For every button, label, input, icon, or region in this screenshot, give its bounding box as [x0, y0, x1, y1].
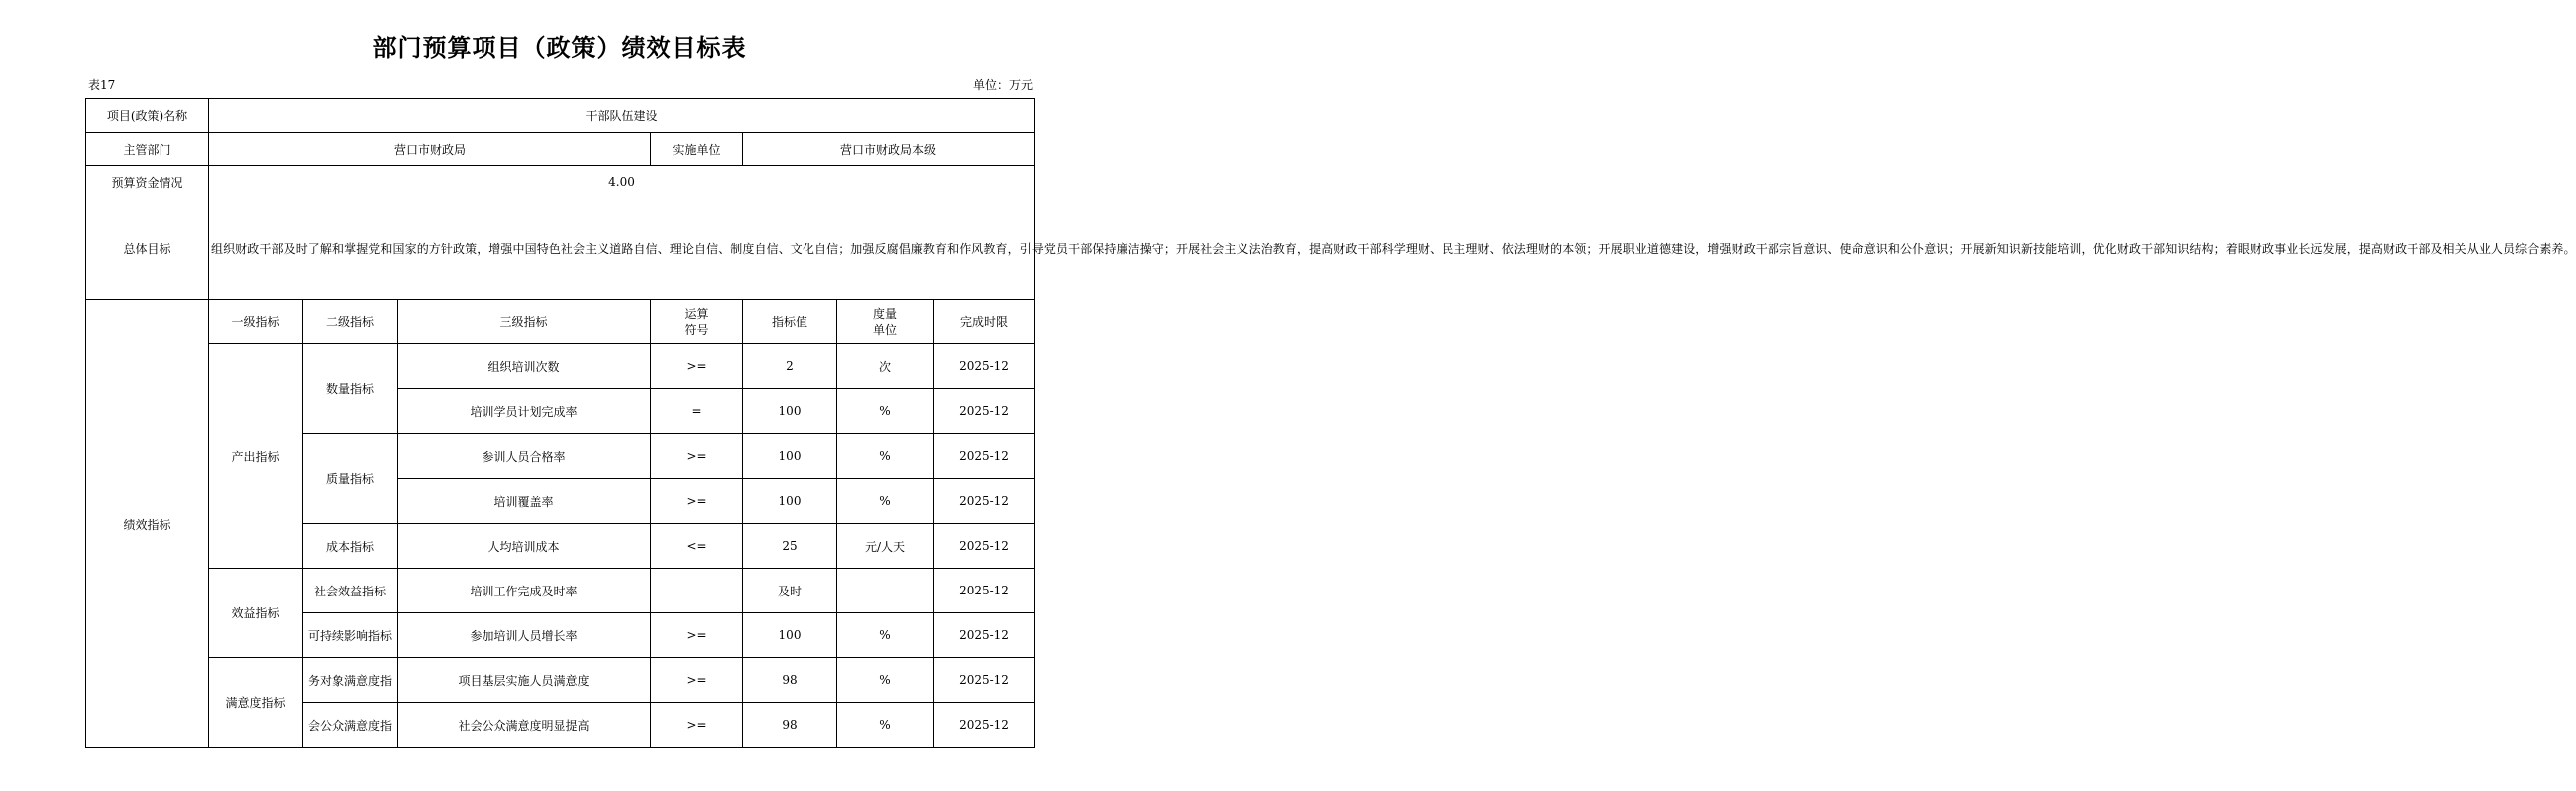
page-title: 部门预算项目（政策）绩效目标表 — [372, 34, 747, 62]
indicator-value: 100 — [743, 434, 837, 479]
header-operator-line2: 符号 — [684, 322, 709, 337]
header-value: 指标值 — [743, 300, 837, 344]
indicator-deadline: 2025-12 — [934, 703, 1035, 748]
indicator-deadline: 2025-12 — [934, 389, 1035, 434]
level2-sustainable: 可持续影响指标 — [303, 613, 398, 658]
indicator-unit: % — [837, 613, 934, 658]
indicator-operator — [651, 569, 743, 613]
indicator-operator: >= — [651, 703, 743, 748]
header-deadline: 完成时限 — [934, 300, 1035, 344]
indicator-value: 25 — [743, 524, 837, 569]
indicator-operator: >= — [651, 434, 743, 479]
table-row — [86, 344, 1035, 389]
indicator-operator: >= — [651, 658, 743, 703]
header-level1: 一级指标 — [209, 300, 303, 344]
unit-label: 单位：万元 — [972, 78, 1033, 92]
performance-table — [85, 98, 2576, 748]
project-label: 项目(政策)名称 — [86, 99, 209, 133]
indicator-operator: <= — [651, 524, 743, 569]
indicator-deadline: 2025-12 — [934, 613, 1035, 658]
indicator-name: 培训覆盖率 — [398, 479, 651, 524]
level2-social-benefit: 社会效益指标 — [303, 569, 398, 613]
level2-quality: 质量指标 — [303, 434, 398, 524]
dept-name: 营口市财政局 — [209, 133, 651, 166]
indicator-name: 组织培训次数 — [398, 344, 651, 389]
header-unit-line1: 度量 — [872, 306, 897, 321]
header-unit — [837, 300, 934, 344]
indicator-unit: % — [837, 658, 934, 703]
indicator-value: 98 — [743, 658, 837, 703]
indicator-name: 培训学员计划完成率 — [398, 389, 651, 434]
indicator-value: 2 — [743, 344, 837, 389]
header-level2: 二级指标 — [303, 300, 398, 344]
table-row — [86, 658, 1035, 703]
goal-label: 总体目标 — [86, 198, 209, 300]
impl-label: 实施单位 — [651, 133, 743, 166]
indicator-operator: >= — [651, 613, 743, 658]
level1-benefit: 效益指标 — [209, 569, 303, 658]
indicator-unit: % — [837, 389, 934, 434]
indicator-deadline: 2025-12 — [934, 479, 1035, 524]
indicator-name: 项目基层实施人员满意度 — [398, 658, 651, 703]
indicator-value: 100 — [743, 479, 837, 524]
indicator-unit: 元/人天 — [837, 524, 934, 569]
indicator-value: 98 — [743, 703, 837, 748]
indicator-unit: % — [837, 434, 934, 479]
header-operator-line1: 运算 — [684, 306, 709, 321]
header-level3: 三级指标 — [398, 300, 651, 344]
level2-service-satisfaction: 务对象满意度指 — [303, 658, 398, 703]
header-unit-line2: 单位 — [872, 322, 897, 337]
indicator-operator: = — [651, 389, 743, 434]
level1-output: 产出指标 — [209, 344, 303, 569]
indicator-deadline: 2025-12 — [934, 434, 1035, 479]
header-operator — [651, 300, 743, 344]
level2-cost: 成本指标 — [303, 524, 398, 569]
budget-amount: 4.00 — [209, 166, 1035, 198]
indicator-name: 参加培训人员增长率 — [398, 613, 651, 658]
indicator-name: 社会公众满意度明显提高 — [398, 703, 651, 748]
indicator-value: 100 — [743, 389, 837, 434]
indicator-header-row — [86, 300, 1035, 344]
indicator-operator: >= — [651, 344, 743, 389]
project-name: 干部队伍建设 — [209, 99, 1035, 133]
indicator-value: 及时 — [743, 569, 837, 613]
goal-text: 组织财政干部及时了解和掌握党和国家的方针政策，增强中国特色社会主义道路自信、理论自信、制度自信、文化自信；加强反腐倡廉教育和作风教育，引导党员干部保持廉洁操守；开展社会主义法治教育，提高财政干部科学理财、民主理财、依法理财的本领；开展职业道德建设，增强财政干部宗旨意识、使命意识和公仆意识；开展新知识新技能培训，优化财政干部知识结构；着眼财政事业长远发展，提高财政干部及相关从业人员综合素养。 — [209, 198, 1035, 300]
indicator-unit — [837, 569, 934, 613]
dept-row — [86, 133, 1035, 166]
indicator-deadline: 2025-12 — [934, 658, 1035, 703]
indicator-value: 100 — [743, 613, 837, 658]
budget-row — [86, 166, 1035, 198]
indicator-unit: % — [837, 703, 934, 748]
indicator-name: 人均培训成本 — [398, 524, 651, 569]
indicator-deadline: 2025-12 — [934, 569, 1035, 613]
impl-name: 营口市财政局本级 — [743, 133, 1035, 166]
level1-satisfaction: 满意度指标 — [209, 658, 303, 748]
table-row — [86, 569, 1035, 613]
budget-label: 预算资金情况 — [86, 166, 209, 198]
indicator-name: 培训工作完成及时率 — [398, 569, 651, 613]
indicator-deadline: 2025-12 — [934, 344, 1035, 389]
indicator-operator: >= — [651, 479, 743, 524]
indicator-name: 参训人员合格率 — [398, 434, 651, 479]
dept-label: 主管部门 — [86, 133, 209, 166]
level2-public-satisfaction: 会公众满意度指 — [303, 703, 398, 748]
indicator-unit: % — [837, 479, 934, 524]
level2-quantity: 数量指标 — [303, 344, 398, 434]
indicators-section-label: 绩效指标 — [86, 300, 209, 748]
indicator-deadline: 2025-12 — [934, 524, 1035, 569]
table-number: 表17 — [88, 78, 116, 92]
indicator-unit: 次 — [837, 344, 934, 389]
project-row — [86, 99, 1035, 133]
goal-row — [86, 198, 1035, 300]
